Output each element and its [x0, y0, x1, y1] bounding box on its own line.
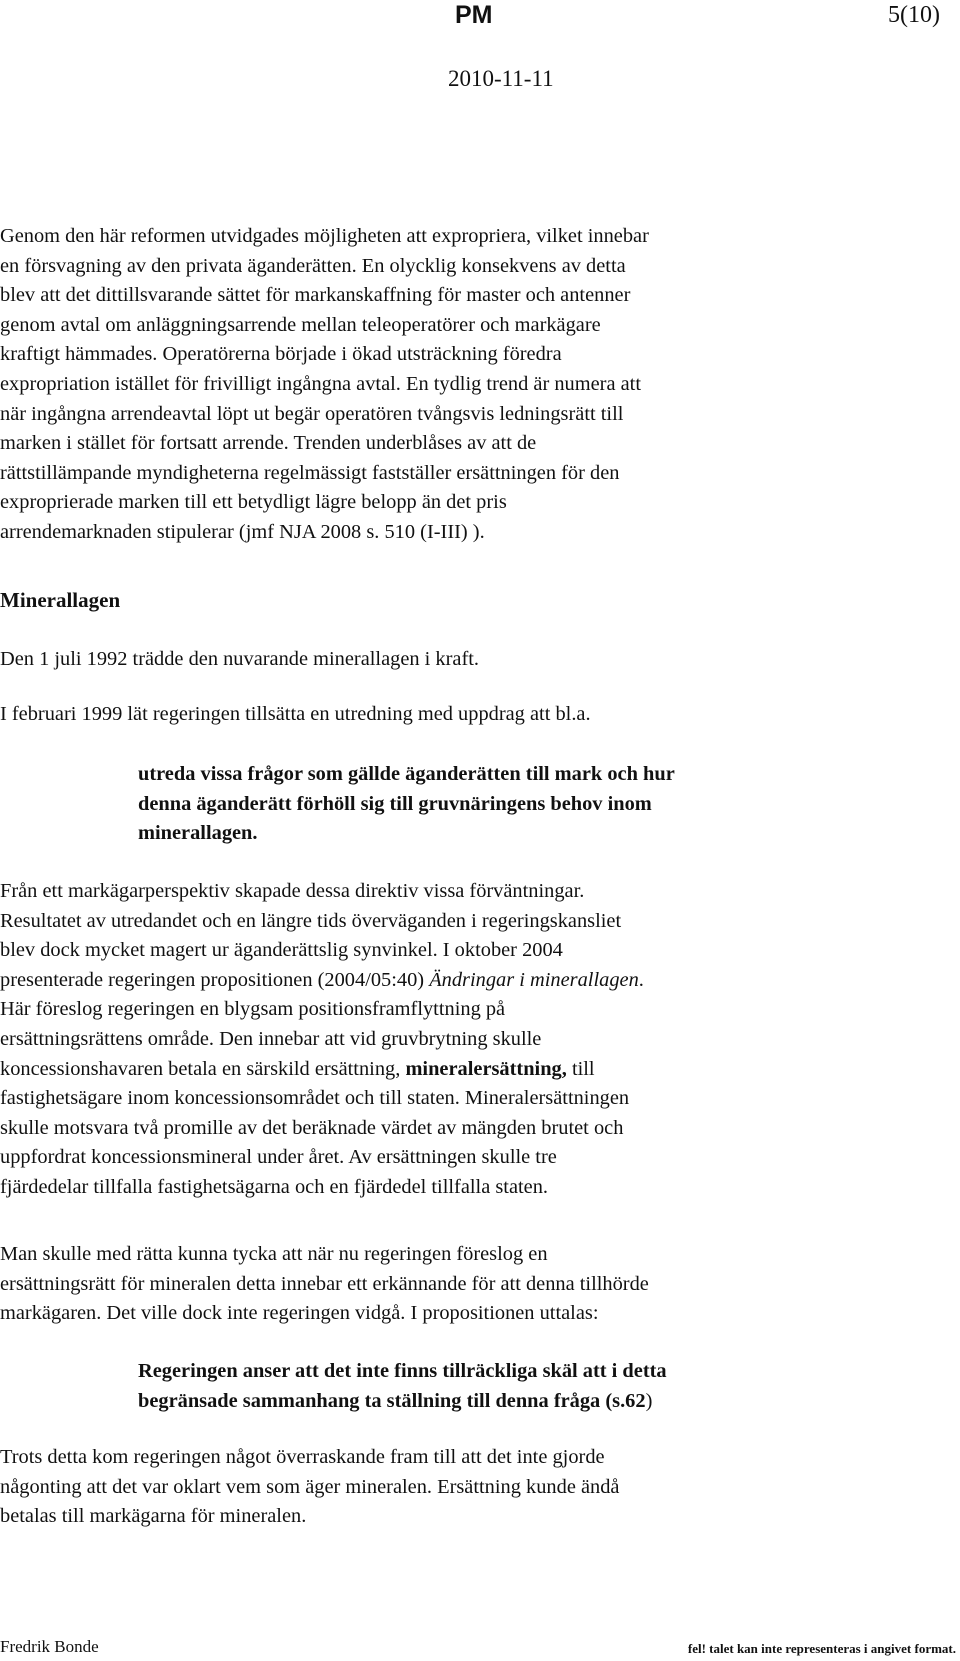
section-heading: Minerallagen [0, 588, 121, 612]
text-line: expropriation istället för frivilligt ingångna avtal. En tydlig trend är numera att [0, 372, 641, 395]
paragraph-reform [0, 222, 955, 548]
text-line: markägaren. Det ville dock inte regeringen vidgå. I propositionen uttalas: [0, 1302, 599, 1325]
text-line: exproprierade marken till ett betydligt lägre belopp än det pris [0, 491, 507, 514]
text-line: genom avtal om anläggningsarrende mellan teleoperatörer och markägare [0, 313, 601, 336]
quote-line-with-citation [138, 1387, 958, 1417]
text-line: en försvagning av den privata äganderätten. En olycklig konsekvens av detta [0, 254, 626, 277]
paragraph-utredning [0, 700, 955, 730]
text-line: Den 1 juli 1992 trädde den nuvarande minerallagen i kraft. [0, 648, 480, 670]
text-segment: till [566, 1057, 595, 1080]
text-segment: . [638, 968, 644, 991]
text-line: kraftigt hämmades. Operatörerna började i ökad utsträckning föredra [0, 343, 562, 366]
page-number: 5(10) [888, 2, 940, 28]
text-line: skulle motsvara två promille av det beräknade värdet av mängden brutet och [0, 1116, 624, 1139]
paragraph-minerallagen [0, 645, 955, 675]
document-date: 2010-11-11 [448, 66, 554, 91]
footer-author: Fredrik Bonde [0, 1637, 99, 1656]
text-line: marken i stället för fortsatt arrende. Trenden underblåses av att de [0, 432, 537, 455]
block-quote-directive [138, 760, 958, 849]
text-line: blev att det dittillsvarande sättet för markanskaffning för master och antenner [0, 284, 631, 307]
paragraph-proposition [0, 877, 955, 1203]
text-line: Man skulle med rätta kunna tycka att när nu regeringen föreslog en [0, 1243, 548, 1265]
text-line: Genom den här reformen utvidgades möjligheten att expropriera, vilket innebar [0, 225, 649, 247]
text-line: Här föreslog regeringen en blygsam positionsframflyttning på [0, 998, 506, 1021]
text-line: när ingångna arrendeavtal löpt ut begär operatören tvångsvis ledningsrätt till [0, 402, 624, 425]
text-line: arrendemarknaden stipulerar (jmf NJA 2008 s. 510 (I-III) ). [0, 520, 485, 543]
footer-field-error: fel! talet kan inte representeras i angivet format. [687, 1641, 956, 1656]
text-line: blev dock mycket magert ur äganderättslig synvinkel. I oktober 2004 [0, 939, 563, 962]
text-line-with-title [0, 966, 955, 996]
text-line: uppfordrat koncessionsmineral under året. Av ersättningen skulle tre [0, 1146, 557, 1169]
text-line: Resultatet av utredandet och en längre tids överväganden i regeringskansliet [0, 909, 622, 932]
proposition-title: Ändringar i minerallagen [429, 968, 639, 991]
text-line: betalas till markägarna för mineralen. [0, 1505, 307, 1528]
text-segment: begränsade sammanhang ta ställning till denna fråga (s.62 [138, 1389, 646, 1412]
text-line: Från ett markägarperspektiv skapade dessa direktiv vissa förväntningar. [0, 880, 585, 902]
text-line: någonting att det var oklart vem som äger mineralen. Ersättning kunde ändå [0, 1475, 620, 1498]
block-quote-government [138, 1357, 958, 1416]
quote-line: utreda vissa frågor som gällde äganderätten till mark och hur [138, 763, 675, 785]
text-line: fjärdedelar tillfalla fastighetsägarna och en fjärdedel tillfalla staten. [0, 1175, 549, 1198]
defined-term: mineralersättning, [405, 1057, 567, 1080]
paragraph-conclusion [0, 1443, 955, 1532]
text-line: ersättningsrättens område. Den innebar att vid gruvbrytning skulle [0, 1027, 542, 1050]
quote-line: denna äganderätt förhöll sig till gruvnäringens behov inom [138, 792, 652, 815]
text-line: Trots detta kom regeringen något överraskande fram till att det inte gjorde [0, 1446, 605, 1468]
text-line: ersättningsrätt för mineralen detta innebar ett erkännande för att denna tillhörde [0, 1272, 649, 1295]
quote-line: Regeringen anser att det inte finns tillräckliga skäl att i detta [138, 1360, 667, 1382]
text-line: I februari 1999 lät regeringen tillsätta en utredning med uppdrag att bl.a. [0, 703, 591, 725]
document-type-title: PM [455, 1, 493, 29]
text-line: fastighetsägare inom koncessionsområdet och till staten. Mineralersättningen [0, 1087, 630, 1110]
text-line: rättstillämpande myndigheterna regelmässigt fastställer ersättningen för den [0, 461, 620, 484]
text-segment: ) [645, 1389, 653, 1412]
text-segment: presenterade regeringen propositionen (2004/05:40) [0, 968, 430, 991]
quote-line: minerallagen. [138, 822, 258, 845]
text-line-with-term [0, 1055, 955, 1085]
paragraph-argument [0, 1240, 955, 1329]
text-segment: koncessionshavaren betala en särskild ersättning, [0, 1057, 406, 1080]
